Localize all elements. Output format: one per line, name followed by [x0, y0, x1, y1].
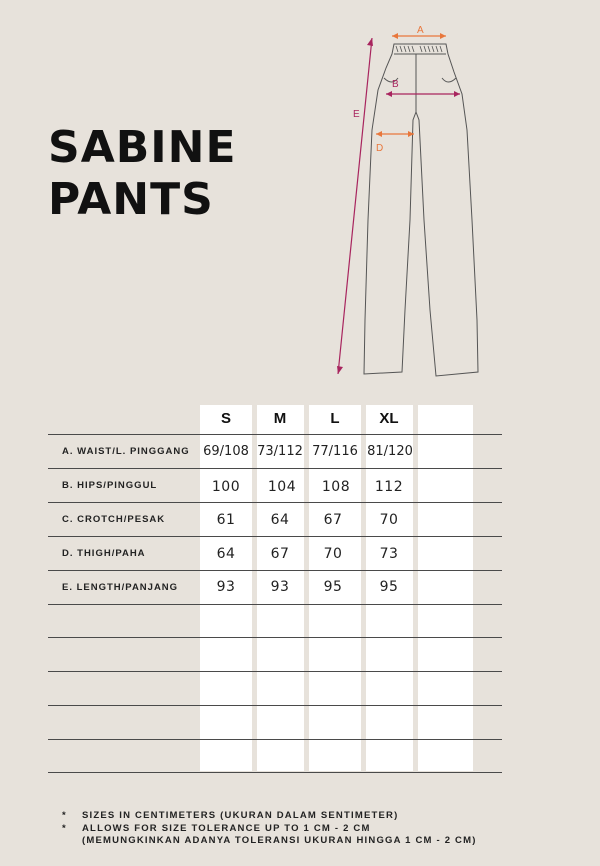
cell-crotch-l: 67	[323, 512, 343, 528]
cell-length-s: 93	[216, 579, 236, 595]
cell-crotch-xl: 70	[379, 512, 399, 528]
footnote-text: ALLOWS FOR SIZE TOLERANCE UP TO 1 CM - 2 CM	[82, 822, 371, 834]
title-line-1: SABINE	[48, 122, 237, 173]
size-header-xl: XL	[379, 410, 399, 427]
title-line-2: PANTS	[48, 174, 214, 225]
size-header-m: M	[273, 410, 287, 427]
cell-hips-xl: 112	[374, 479, 404, 495]
measure-d-arrow-left	[376, 131, 382, 137]
column-bg-extra	[418, 405, 473, 771]
measure-a-arrow-left	[392, 33, 398, 39]
cell-waist-s: 69/108	[203, 444, 249, 459]
table-rule	[48, 637, 502, 638]
cell-length-l: 95	[323, 579, 343, 595]
table-rule	[48, 671, 502, 672]
footnotes	[62, 810, 477, 848]
row-label-crotch: C. CROTCH/PESAK	[62, 514, 166, 525]
label-b: B	[392, 79, 399, 90]
footnote-2-translation: (MEMUNGKINKAN ADANYA TOLERANSI UKURAN HINGGA 1 CM - 2 CM)	[82, 835, 477, 846]
measure-e-line	[338, 38, 372, 374]
measure-b-arrow-right	[454, 91, 460, 97]
cell-crotch-s: 61	[216, 512, 236, 528]
footnote-bullet: *	[62, 822, 67, 834]
size-header-s: S	[220, 410, 231, 427]
cell-length-m: 93	[270, 579, 290, 595]
cell-thigh-l: 70	[323, 546, 343, 562]
table-rule	[48, 739, 502, 740]
row-label-hips: B. HIPS/PINGGUL	[62, 480, 158, 491]
table-rule	[48, 705, 502, 706]
row-label-waist: A. WAIST/L. PINGGANG	[62, 446, 190, 457]
cell-thigh-m: 67	[270, 546, 290, 562]
cell-hips-l: 108	[321, 479, 351, 495]
cell-hips-s: 100	[211, 479, 241, 495]
cell-thigh-s: 64	[216, 546, 236, 562]
cell-hips-m: 104	[267, 479, 297, 495]
label-d: D	[376, 143, 384, 154]
page-title	[48, 122, 237, 226]
measure-a-arrow-right	[440, 33, 446, 39]
cell-waist-m: 73/112	[257, 444, 303, 459]
row-label-length: E. LENGTH/PANJANG	[62, 582, 179, 593]
table-rule	[48, 570, 502, 571]
waistband	[396, 46, 442, 52]
table-rule	[48, 502, 502, 503]
size-header-l: L	[330, 410, 340, 427]
measure-e-arrow-top	[367, 38, 373, 46]
measure-e-arrow-bottom	[337, 366, 343, 374]
pants-diagram	[320, 20, 500, 380]
label-e: E	[353, 109, 360, 120]
measure-b-arrow-left	[386, 91, 392, 97]
footnote-bullet: *	[62, 810, 67, 821]
cell-thigh-xl: 73	[379, 546, 399, 562]
cell-waist-xl: 81/120	[367, 444, 413, 459]
table-rule	[48, 468, 502, 469]
cell-length-xl: 95	[379, 579, 399, 595]
row-label-thigh: D. THIGH/PAHA	[62, 548, 146, 559]
footnote-1	[62, 810, 477, 823]
table-rule	[48, 536, 502, 537]
footnote-text: SIZES IN CENTIMETERS (UKURAN DALAM SENTIMETER)	[82, 810, 399, 821]
table-rule	[48, 434, 502, 435]
cell-waist-l: 77/116	[312, 444, 358, 459]
table-rule	[48, 772, 502, 773]
label-a: A	[417, 25, 424, 36]
table-rule	[48, 604, 502, 605]
cell-crotch-m: 64	[270, 512, 290, 528]
footnote-2	[62, 823, 477, 836]
